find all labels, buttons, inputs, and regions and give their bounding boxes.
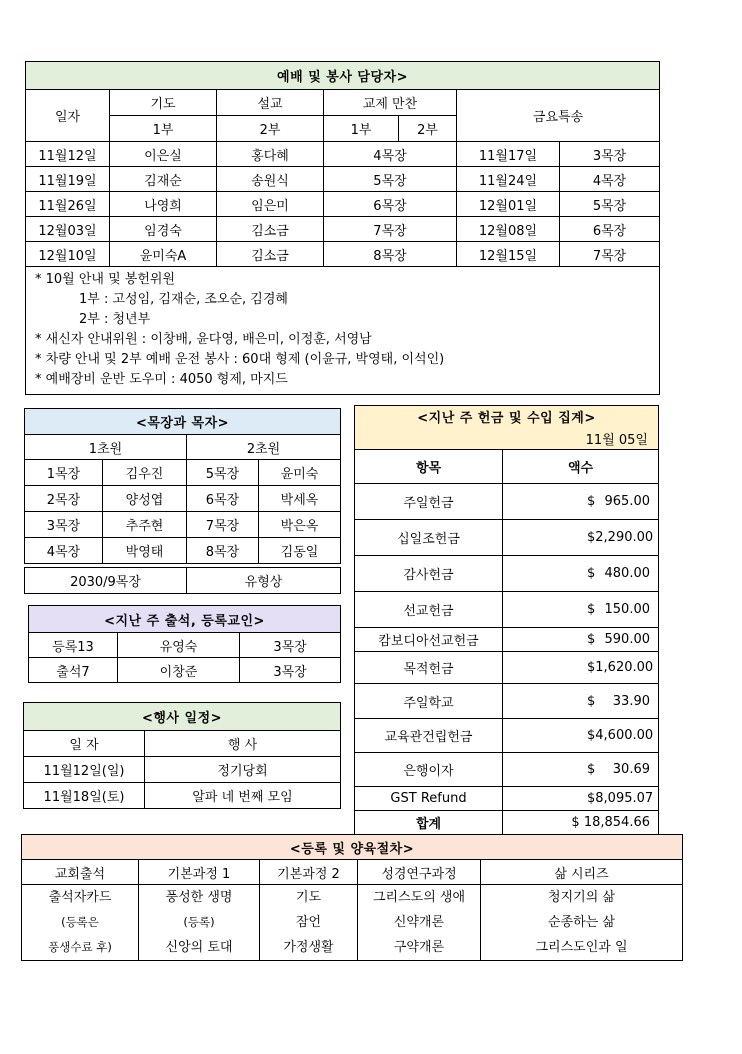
- registration-item: 청지기의 삶: [548, 890, 615, 905]
- offering-amount-cell: [503, 628, 659, 652]
- offering-amount-cell: [503, 556, 659, 592]
- header-prayer: 기도: [110, 90, 217, 116]
- offering-amount-cell: [503, 592, 659, 628]
- offering-item: 목적헌금: [355, 652, 503, 684]
- row-fri-group: 6목장: [560, 217, 660, 242]
- offering-item: 감사헌금: [355, 556, 503, 592]
- offering-item: 캄보디아선교헌금: [355, 628, 503, 652]
- offering-item: 십일조헌금: [355, 520, 503, 556]
- shepherds-table: [24, 408, 341, 564]
- offering-amount-cell: [503, 787, 659, 811]
- row-sermon: 김소금: [217, 242, 324, 267]
- group-name: 4목장: [25, 538, 103, 564]
- attendance-name: 유영숙: [118, 633, 240, 658]
- row-date: 11월12일: [26, 142, 110, 167]
- registration-header: 기본과정 2: [260, 860, 358, 885]
- event-name: 정기당회: [145, 757, 341, 783]
- table-row: [26, 242, 660, 267]
- registration-cell: [260, 885, 358, 961]
- table-row: [24, 783, 341, 809]
- leader-name: 김동일: [259, 538, 341, 564]
- registration-item: (등록은: [61, 915, 99, 929]
- table-row: [355, 592, 659, 628]
- currency-symbol: $: [587, 632, 596, 647]
- events-header-event: 행 사: [145, 731, 341, 757]
- header-exchange: 교제 만찬: [324, 90, 457, 116]
- currency-symbol: $: [587, 693, 596, 709]
- leader-name: 박세옥: [259, 486, 341, 512]
- table-row: [355, 684, 659, 719]
- subheader: 2부: [217, 116, 324, 142]
- events-header-date: 일 자: [24, 731, 145, 757]
- registration-cell: [139, 885, 260, 961]
- leader-name: 박은옥: [259, 512, 341, 538]
- table-row: [26, 217, 660, 242]
- event-date: 11월12일(일): [24, 757, 145, 783]
- offering-amount: 4,600.00: [595, 728, 654, 743]
- row-fri-group: 3목장: [560, 142, 660, 167]
- total-label: 합계: [355, 811, 503, 835]
- registration-item: 신앙의 토대: [165, 940, 233, 955]
- offering-amount: 2,290.00: [595, 530, 654, 545]
- events-title: <행사 일정>: [24, 703, 341, 731]
- row-exchange: 8목장: [324, 242, 457, 267]
- registration-cell: [358, 885, 481, 961]
- currency-symbol: $: [587, 530, 596, 545]
- attendance-title: <지난 주 출석, 등록교인>: [29, 606, 341, 633]
- offering-amount: 1,620.00: [595, 660, 654, 675]
- note-line: 1부 : 고성임, 김재순, 조오순, 김경혜: [79, 292, 288, 307]
- offering-amount: 150.00: [604, 602, 650, 617]
- header-sermon: 설교: [217, 90, 324, 116]
- offering-amount-cell: [503, 520, 659, 556]
- shepherds-title: <목장과 목자>: [25, 409, 341, 435]
- registration-cell: [22, 885, 139, 961]
- registration-item: 풍생수료 후): [48, 940, 112, 954]
- registration-item: 그리스도인과 일: [535, 940, 628, 955]
- table-row: [25, 460, 341, 486]
- group-name: 6목장: [187, 486, 259, 512]
- row-fri-date: 12월15일: [457, 242, 560, 267]
- table-row: [24, 757, 341, 783]
- table-row: [355, 719, 659, 753]
- offering-amount: 590.00: [604, 632, 650, 647]
- offering-amount: 30.69: [612, 762, 650, 777]
- group-name: 2목장: [25, 486, 103, 512]
- registration-header: 삶 시리즈: [481, 860, 683, 885]
- attendance-group: 3목장: [240, 633, 341, 658]
- offering-header-item: 항목: [355, 450, 503, 484]
- table-row: [355, 753, 659, 787]
- leader-name: 김우진: [103, 460, 187, 486]
- registration-header: 성경연구과정: [358, 860, 481, 885]
- table-row: [25, 486, 341, 512]
- table-row: [25, 538, 341, 564]
- row-sermon: 송원식: [217, 167, 324, 192]
- attendance-group: 3목장: [240, 658, 341, 683]
- row-prayer: 이은실: [110, 142, 217, 167]
- table-row: [355, 484, 659, 520]
- attendance-label: 등록13: [29, 633, 118, 658]
- offering-item: 주일학교: [355, 684, 503, 719]
- table-row: [26, 142, 660, 167]
- table-row: [355, 628, 659, 652]
- currency-symbol: $: [587, 660, 596, 675]
- offering-amount: 8,095.07: [595, 791, 654, 806]
- row-fri-date: 11월24일: [457, 167, 560, 192]
- note-line: * 10월 안내 및 봉헌위원: [35, 272, 176, 287]
- offering-amount-cell: [503, 753, 659, 787]
- event-date: 11월18일(토): [24, 783, 145, 809]
- worship-title: 예배 및 봉사 담당자>: [26, 62, 660, 90]
- event-name: 알파 네 번째 모임: [145, 783, 341, 809]
- offering-header-amount: 액수: [503, 450, 659, 484]
- row-date: 11월19일: [26, 167, 110, 192]
- table-row: [25, 568, 341, 594]
- note-line: 2부 : 청년부: [79, 312, 151, 327]
- table-row: [26, 192, 660, 217]
- events-table: [23, 702, 341, 809]
- header-friday: 금요특송: [457, 90, 660, 142]
- row-fri-group: 7목장: [560, 242, 660, 267]
- attendance-label: 출석7: [29, 658, 118, 683]
- offering-amount-cell: [503, 684, 659, 719]
- worship-table: [25, 61, 660, 395]
- currency-symbol: $: [587, 494, 596, 509]
- leader-name: 추주현: [103, 512, 187, 538]
- registration-item: 풍성한 생명: [165, 890, 233, 905]
- group-name: 1목장: [25, 460, 103, 486]
- group-name: 7목장: [187, 512, 259, 538]
- note-line: * 새신자 안내위원 : 이창배, 윤다영, 배은미, 이정훈, 서영남: [35, 332, 372, 347]
- table-row: [26, 167, 660, 192]
- currency-symbol: $: [587, 762, 596, 777]
- total-row: [355, 811, 659, 835]
- currency-symbol: $: [587, 566, 596, 581]
- registration-item: 구약개론: [393, 940, 445, 955]
- offering-date: 11월 05일: [355, 428, 659, 450]
- table-row: [355, 652, 659, 684]
- registration-item: 잠언: [295, 915, 322, 930]
- registration-header: 교회출석: [22, 860, 139, 885]
- row-exchange: 7목장: [324, 217, 457, 242]
- offering-amount: 965.00: [604, 494, 650, 509]
- row-prayer: 김재순: [110, 167, 217, 192]
- leader-name: 윤미숙: [259, 460, 341, 486]
- total-amount: $ 18,854.66: [503, 811, 659, 835]
- offering-amount: 33.90: [612, 693, 650, 709]
- subheader: 2부: [399, 116, 457, 142]
- group-name: 8목장: [187, 538, 259, 564]
- note-line: * 차량 안내 및 2부 예배 운전 봉사 : 60대 형제 (이윤규, 박영태, 이석인): [35, 352, 445, 367]
- table-row: [355, 556, 659, 592]
- offering-title: <지난 주 헌금 및 수입 집계>: [355, 406, 659, 428]
- registration-item: 그리스도의 생애: [372, 890, 466, 905]
- table-row: [29, 633, 341, 658]
- offering-item: GST Refund: [355, 787, 503, 811]
- offering-table: [354, 405, 659, 835]
- row-fri-date: 12월01일: [457, 192, 560, 217]
- table-row: [25, 512, 341, 538]
- registration-item: 기도: [295, 890, 322, 905]
- row-fri-date: 12월08일: [457, 217, 560, 242]
- registration-item: 출석자카드: [48, 890, 112, 905]
- registration-table: [21, 834, 683, 961]
- offering-item: 교육관건립헌금: [355, 719, 503, 753]
- cho-1: 1초원: [25, 435, 187, 460]
- leader-name: 양성엽: [103, 486, 187, 512]
- row-exchange: 5목장: [324, 167, 457, 192]
- registration-item: (등록): [183, 915, 215, 929]
- row-prayer: 윤미숙A: [110, 242, 217, 267]
- row-exchange: 6목장: [324, 192, 457, 217]
- offering-amount-cell: [503, 719, 659, 753]
- currency-symbol: $: [587, 728, 596, 743]
- offering-amount-cell: [503, 652, 659, 684]
- leader-name: 유형상: [187, 568, 341, 594]
- table-row: [355, 787, 659, 811]
- group-name: 2030/9목장: [25, 568, 187, 594]
- row-date: 11월26일: [26, 192, 110, 217]
- row-fri-group: 5목장: [560, 192, 660, 217]
- row-fri-date: 11월17일: [457, 142, 560, 167]
- attendance-name: 이창준: [118, 658, 240, 683]
- shepherds-extra-table: [24, 567, 341, 594]
- registration-cell: [481, 885, 683, 961]
- registration-item: 신약개론: [393, 915, 445, 930]
- subheader: 1부: [110, 116, 217, 142]
- attendance-table: [28, 605, 341, 683]
- row-sermon: 임은미: [217, 192, 324, 217]
- row-date: 12월10일: [26, 242, 110, 267]
- registration-item: 순종하는 삶: [548, 915, 615, 930]
- offering-item: 주일헌금: [355, 484, 503, 520]
- group-name: 3목장: [25, 512, 103, 538]
- row-date: 12월03일: [26, 217, 110, 242]
- row-fri-group: 4목장: [560, 167, 660, 192]
- note-line: * 예배장비 운반 도우미 : 4050 형제, 마지드: [35, 372, 288, 387]
- table-row: [29, 658, 341, 683]
- registration-header: 기본과정 1: [139, 860, 260, 885]
- leader-name: 박영태: [103, 538, 187, 564]
- row-exchange: 4목장: [324, 142, 457, 167]
- subheader: 1부: [324, 116, 399, 142]
- worship-notes: [26, 267, 660, 395]
- table-row: [355, 520, 659, 556]
- registration-item: 가정생활: [283, 940, 334, 955]
- row-prayer: 임경숙: [110, 217, 217, 242]
- cho-2: 2초원: [187, 435, 341, 460]
- row-sermon: 김소금: [217, 217, 324, 242]
- currency-symbol: $: [587, 791, 596, 806]
- row-sermon: 홍다혜: [217, 142, 324, 167]
- group-name: 5목장: [187, 460, 259, 486]
- offering-amount: 480.00: [604, 566, 650, 581]
- header-date: 일자: [26, 90, 110, 142]
- offering-item: 선교헌금: [355, 592, 503, 628]
- offering-item: 은행이자: [355, 753, 503, 787]
- registration-title: <등록 및 양육절차>: [22, 835, 683, 860]
- currency-symbol: $: [587, 602, 596, 617]
- row-prayer: 나영희: [110, 192, 217, 217]
- offering-amount-cell: [503, 484, 659, 520]
